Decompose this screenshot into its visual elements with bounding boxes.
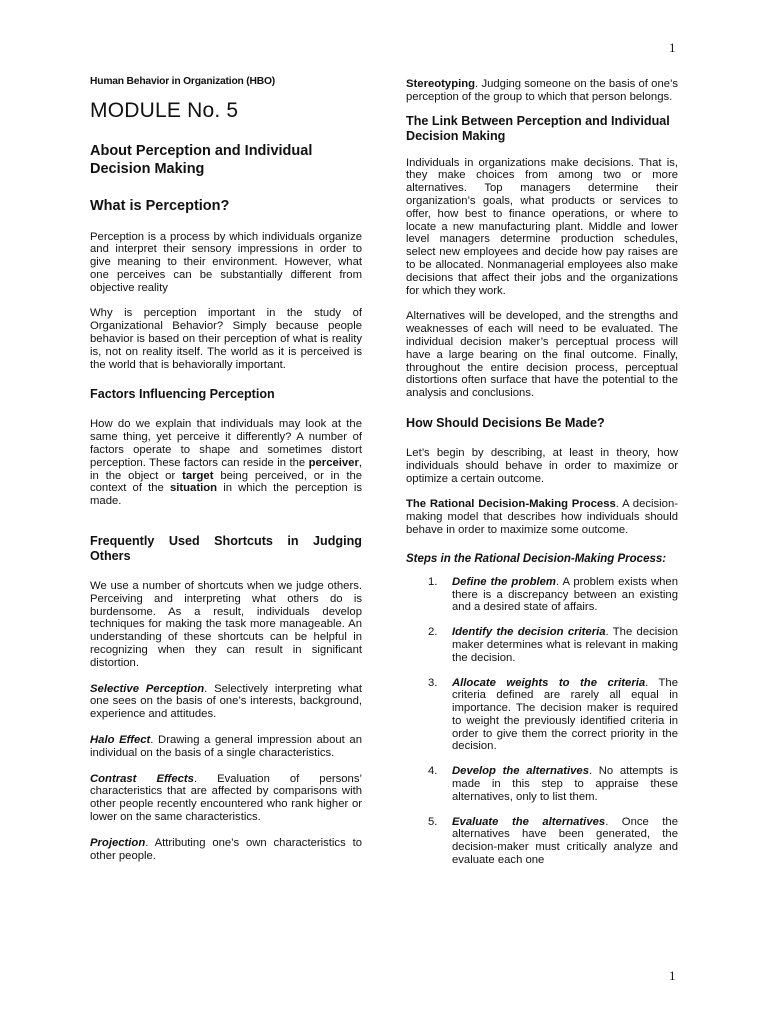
rational-process-term: The Rational Decision-Making Process [406,498,616,511]
list-item: 4. Develop the alternatives. No attempts is made in this step to appraise these alternatives, only to list them. [428,765,678,803]
factors-paragraph: How do we explain that individuals may look at the same thing, yet perceive it differently? A number of factors operate to shape and sometimes distort perception. These factors can reside in the perceiver, in the object or target being perceived, or in the context of the situation in which the perception is made. [90,418,363,508]
stereotyping-term: Stereotyping [406,78,476,90]
module-title: MODULE No. 5 [90,99,239,122]
module-subtitle: About Perception and Individual Decision Making [90,143,313,177]
shortcuts-heading: Frequently Used Shortcuts in Judging Others [90,534,362,564]
decision-makers-paragraph: Individuals in organizations make decisions. That is, they make choices from among two or more alternatives. Top managers determine their organization’s goals, what products or services to offer, how best to finance operations, or where to locate a new manufacturing plant. Middle and lower level managers determine production schedules, select new employees and decide how pay raises are to be allocated. Nonmanagerial employees also make decisions that affect their jobs and the organizations for which they work. [406,156,678,297]
perceiver-term: perceiver [308,456,359,469]
steps-list [406,576,678,867]
halo-effect-paragraph: Halo Effect. Drawing a general impression about an individual on the basis of a single characteristics. [90,734,362,759]
list-item: 5. Evaluate the alternatives. Once the alternatives have been generated, the decision-maker must critically analyze and evaluate each one [428,815,678,867]
left-column [90,76,362,862]
what-is-perception-heading: What is Perception? [90,198,230,214]
rational-process-paragraph: The Rational Decision-Making Process. A decision-making model that describes how individuals should behave in order to maximize some outcome. [406,498,678,536]
alternatives-paragraph: Alternatives will be developed, and the strengths and weaknesses of each will need to be evaluated. The individual decision maker’s perceptual process will have a large bearing on the final outcome. Finally, throughout the entire decision process, perceptual distortions often surface that have the potential to the analysis and conclusions. [406,310,678,400]
situation-term: situation [169,482,218,495]
perception-definition-paragraph: Perception is a process by which individuals organize and interpret their sensory impressions in order to give meaning to their environment. However, what one perceives can be substantially different from objective reality [90,230,362,294]
target-term: target [182,469,214,482]
list-item: 3. Allocate weights to the criteria. The criteria defined are rarely all equal in importance. The decision maker is required to weight the previously identified criteria in order to give them the correct priority in the decision. [428,676,679,753]
page-number-bottom: 1 [669,968,676,983]
stereotyping-paragraph: Stereotyping. Judging someone on the basis of one’s perception of the group to which that person belongs. [406,78,678,103]
contrast-effects-term: Contrast Effects [90,772,194,785]
perception-importance-paragraph: Why is perception important in the study of Organizational Behavior? Simply because people behavior is based on their perception of what is reality is, not on reality itself. The world as it is perceived is the world that is behaviorally important. [90,307,362,371]
projection-term: Projection [90,836,146,849]
list-item: 2. Identify the decision criteria. The decision maker determines what is relevant in making the decision. [428,626,678,664]
steps-heading: Steps in the Rational Decision-Making Process: [406,552,667,565]
page-number-top: 1 [669,40,676,55]
course-title: Human Behavior in Organization (HBO) [90,76,276,87]
how-decisions-heading: How Should Decisions Be Made? [406,415,605,430]
list-item: 1. Define the problem. A problem exists when there is a discrepancy between an existing and a desired state of affairs. [428,575,678,614]
right-column [406,78,678,867]
how-decisions-paragraph: Let’s begin by describing, at least in theory, how individuals should behave in order to maximize or optimize a certain outcome. [406,446,678,485]
halo-effect-term: Halo Effect [90,734,151,747]
shortcuts-paragraph: We use a number of shortcuts when we judge others. Perceiving and interpreting what others do is burdensome. As a result, individuals develop techniques for making the task more manageable. An understanding of these shortcuts can be helpful in recognizing when they can result in significant distortion. [90,580,362,669]
factors-heading: Factors Influencing Perception [90,387,275,402]
contrast-effects-paragraph: Contrast Effects. Evaluation of persons’ characteristics that are affected by comparisons with other people recently encountered who rank higher or lower on the same characteristics. [90,772,362,823]
selective-perception-paragraph: Selective Perception. Selectively interpreting what one sees on the basis of one’s interests, background, experience and attitudes. [90,682,362,721]
link-heading: The Link Between Perception and Individual Decision Making [406,113,670,143]
projection-paragraph: Projection. Attributing one’s own characteristics to other people. [90,836,362,862]
selective-perception-term: Selective Perception [90,682,205,695]
